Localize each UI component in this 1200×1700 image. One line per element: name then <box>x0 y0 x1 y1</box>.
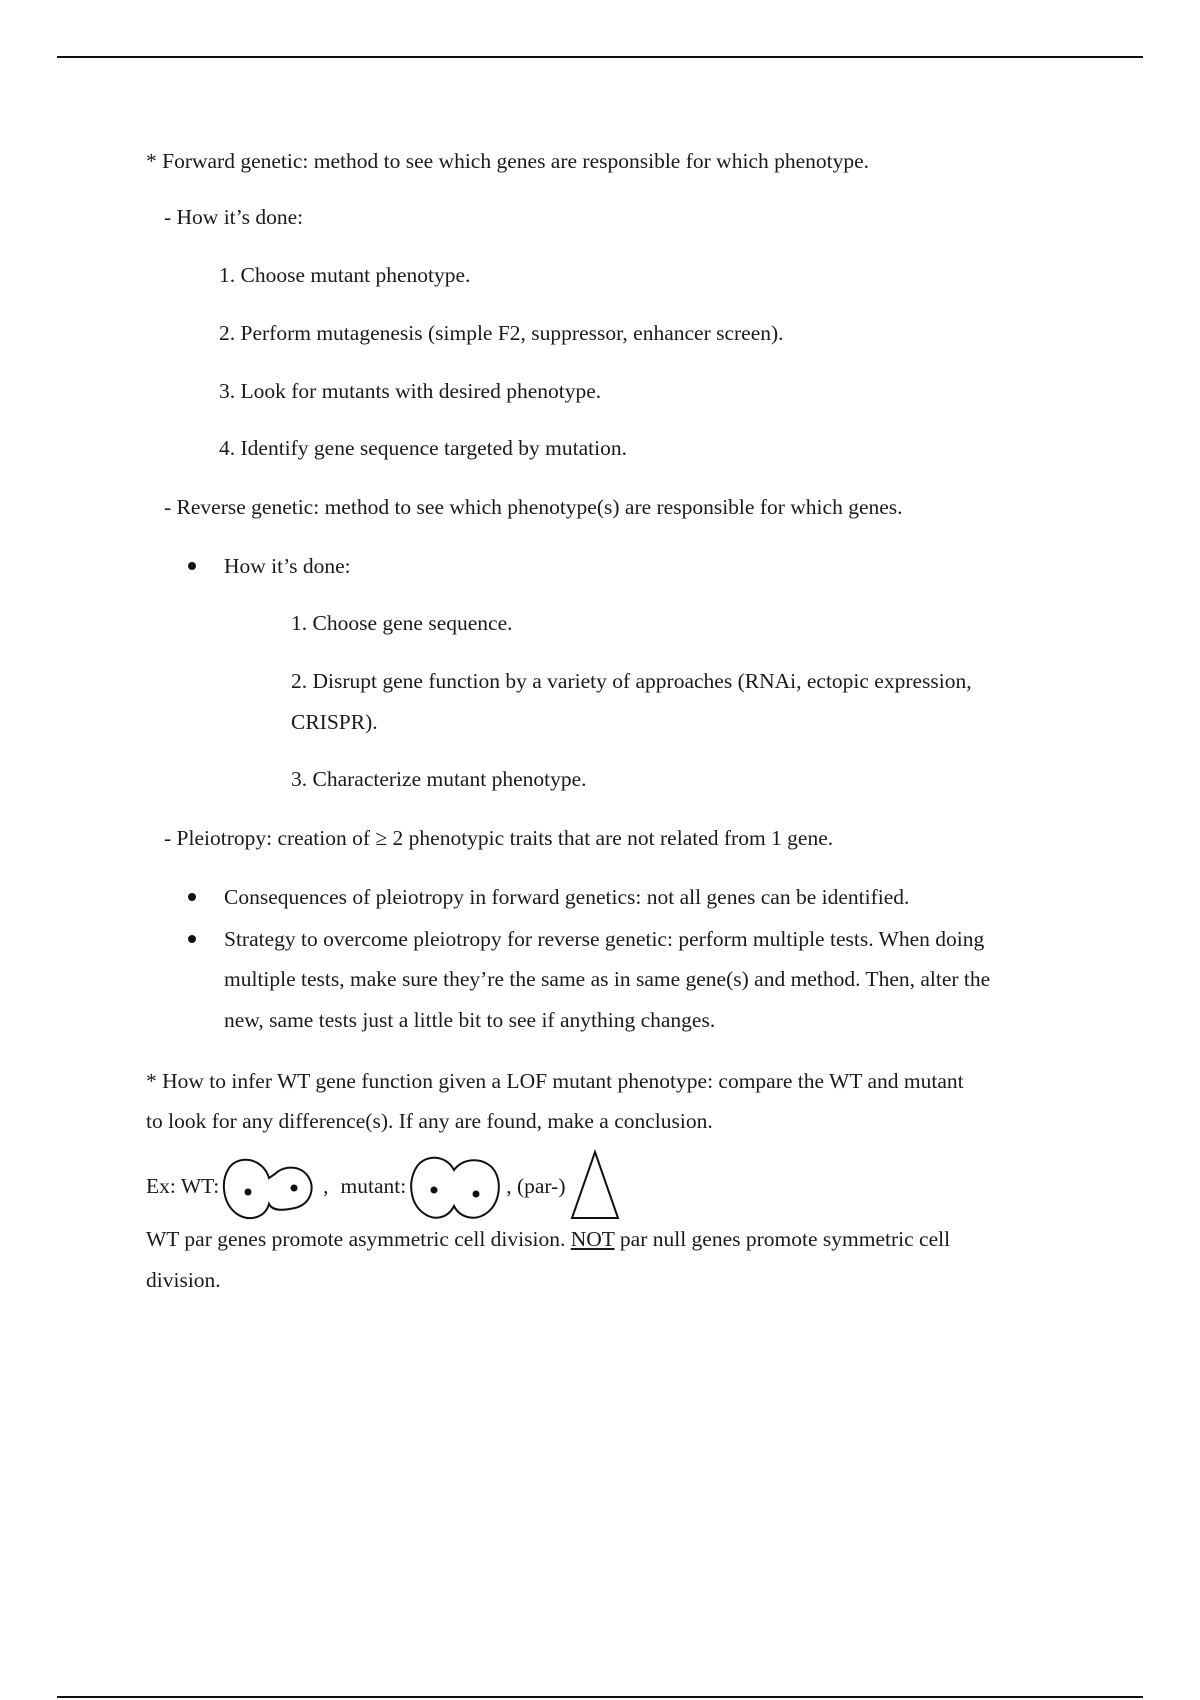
reverse-step-2-cont: CRISPR). <box>291 710 378 734</box>
pleiotropy-heading: - Pleiotropy: creation of ≥ 2 phenotypic traits that are not related from 1 gene. <box>164 826 834 850</box>
forward-genetic-heading: * Forward genetic: method to see which genes are responsible for which phenotype. <box>146 149 870 173</box>
triangle-icon <box>566 1148 624 1224</box>
wt-asymmetric-cell-icon <box>219 1148 319 1224</box>
top-rule <box>57 56 1143 58</box>
forward-step-1: 1. Choose mutant phenotype. <box>219 263 471 287</box>
conclusion-text-cont: par null genes promote symmetric cell <box>614 1227 951 1251</box>
bottom-rule <box>57 1696 1143 1698</box>
reverse-genetic-heading: - Reverse genetic: method to see which phenotype(s) are responsible for which genes. <box>164 495 903 519</box>
pleiotropy-bullet-2-cont: new, same tests just a little bit to see if anything changes. <box>224 1008 716 1032</box>
par-label: , (par-) <box>506 1173 566 1198</box>
conclusion-line-1 <box>146 1224 950 1254</box>
not-emphasis: NOT <box>570 1227 615 1251</box>
reverse-step-1: 1. Choose gene sequence. <box>291 611 513 635</box>
bullet-icon <box>188 935 196 943</box>
forward-step-2: 2. Perform mutagenesis (simple F2, suppressor, enhancer screen). <box>219 321 784 345</box>
reverse-step-2: 2. Disrupt gene function by a variety of approaches (RNAi, ectopic expression, <box>291 669 972 693</box>
bullet-icon <box>188 562 196 570</box>
forward-step-3: 3. Look for mutants with desired phenotype. <box>219 379 602 403</box>
ex-wt-label: Ex: WT: <box>146 1173 220 1198</box>
forward-step-4: 4. Identify gene sequence targeted by mutation. <box>219 436 627 460</box>
pleiotropy-bullet-2-cont: multiple tests, make sure they’re the same as in same gene(s) and method. Then, alter the <box>224 967 991 991</box>
infer-heading-cont: to look for any difference(s). If any are found, make a conclusion. <box>146 1109 713 1133</box>
mutant-symmetric-cell-icon <box>406 1148 506 1224</box>
ex-mutant-label: mutant: <box>340 1173 407 1198</box>
reverse-how-label: How it’s done: <box>224 554 351 578</box>
example-separator: , <box>323 1173 329 1198</box>
pleiotropy-bullet-1: Consequences of pleiotropy in forward genetics: not all genes can be identified. <box>224 885 910 909</box>
pleiotropy-bullet-2: Strategy to overcome pleiotropy for reverse genetic: perform multiple tests. When doing <box>224 927 985 951</box>
forward-how-label: - How it’s done: <box>164 205 304 229</box>
conclusion-text: WT par genes promote asymmetric cell division. <box>146 1227 571 1251</box>
conclusion-line-2: division. <box>146 1268 221 1292</box>
example-row <box>146 1148 624 1224</box>
reverse-step-3: 3. Characterize mutant phenotype. <box>291 767 587 791</box>
bullet-icon <box>188 893 196 901</box>
infer-heading: * How to infer WT gene function given a LOF mutant phenotype: compare the WT and mutant <box>146 1069 964 1093</box>
